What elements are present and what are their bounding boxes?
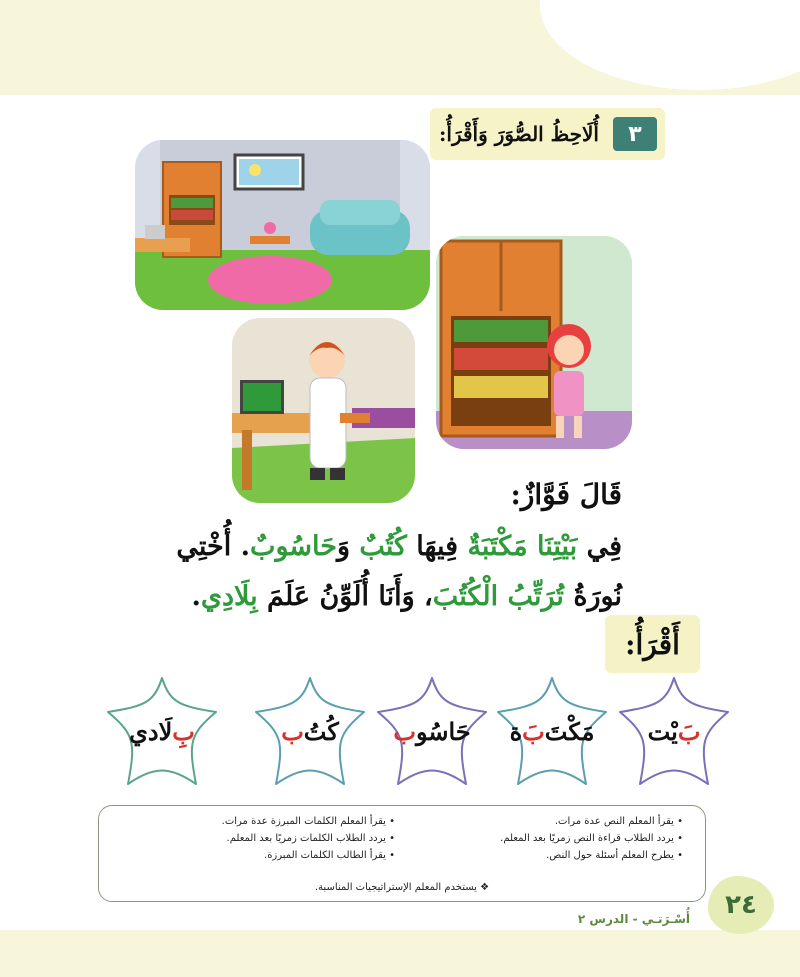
word-star-maktaba [490,672,614,790]
teacher-notes-right [500,816,683,867]
word-star-hasub [370,672,494,790]
highlight-word: كُتُبٌ [359,531,407,562]
star-word: بَ يْت [647,716,701,746]
teacher-note: • يردد الطلاب قراءة النص زمريًا بعد المعلم. [500,833,683,844]
read-label: أَقْرَأُ: [605,615,700,673]
bottom-band [0,930,800,977]
highlight-word: الْكُتُبَ [432,581,499,612]
word-star-biladi [100,672,224,790]
boy-computer-illustration [232,318,415,503]
word-star-bayt [612,672,736,790]
highlight-word: تُرَتِّبُ [507,581,564,612]
teacher-notes-left [222,816,395,867]
teacher-note: • يطرح المعلم أسئلة حول النص. [500,850,683,861]
section-header [430,108,665,160]
highlight-word: بَيْتِنَا [537,531,578,562]
star-word: بِ لَادي [129,716,195,746]
highlight-word: بِلَادِي [200,581,258,612]
section-title: أُلَاحِظُ الصُّوَرَ وَأَقْرَأُ: [439,122,599,146]
highlight-word: مَكْتَبَةٌ [467,531,528,562]
reading-passage: فِي بَيْتِنَا مَكْتَبَةٌ فِيهَا كُتُبٌ وَحَاسُوبٌ. أُخْتِي نُورَةُ تُرَتِّبُ الْكُتُبَ، وَأَنَا أُلَوِّنُ عَلَمَ بِلَادِي. [176,531,622,612]
star-word: مَكْتَ بَ ة [509,716,595,746]
star-word: حَاسُو ب [393,716,471,746]
footer-caption: أُسْـرَتـي - الدرس ٢ [577,912,690,926]
bookshelf-girl-illustration [436,236,632,449]
teacher-note: • يقرأ الطالب الكلمات المبرزة. [222,850,395,861]
highlight-word: حَاسُوبٌ [250,531,337,562]
word-star-kutub [248,672,372,790]
section-number-badge: ٣ [613,117,657,151]
living-room-illustration [135,140,430,310]
top-band [0,0,800,95]
strategy-note: ❖ يستخدم المعلم الإستراتيجيات المناسبة. [314,882,490,893]
page-number: ٢٤ [708,876,774,934]
teacher-note: • يقرأ المعلم النص عدة مرات. [500,816,683,827]
teacher-notes-box [98,805,706,902]
star-word: كُتُ ب [281,716,339,746]
teacher-note: • يردد الطلاب الكلمات زمريًا بعد المعلم. [222,833,395,844]
teacher-note: • يقرأ المعلم الكلمات المبرزة عدة مرات. [222,816,395,827]
speaker-line: قَالَ فَوَّازٌ: [510,478,622,511]
